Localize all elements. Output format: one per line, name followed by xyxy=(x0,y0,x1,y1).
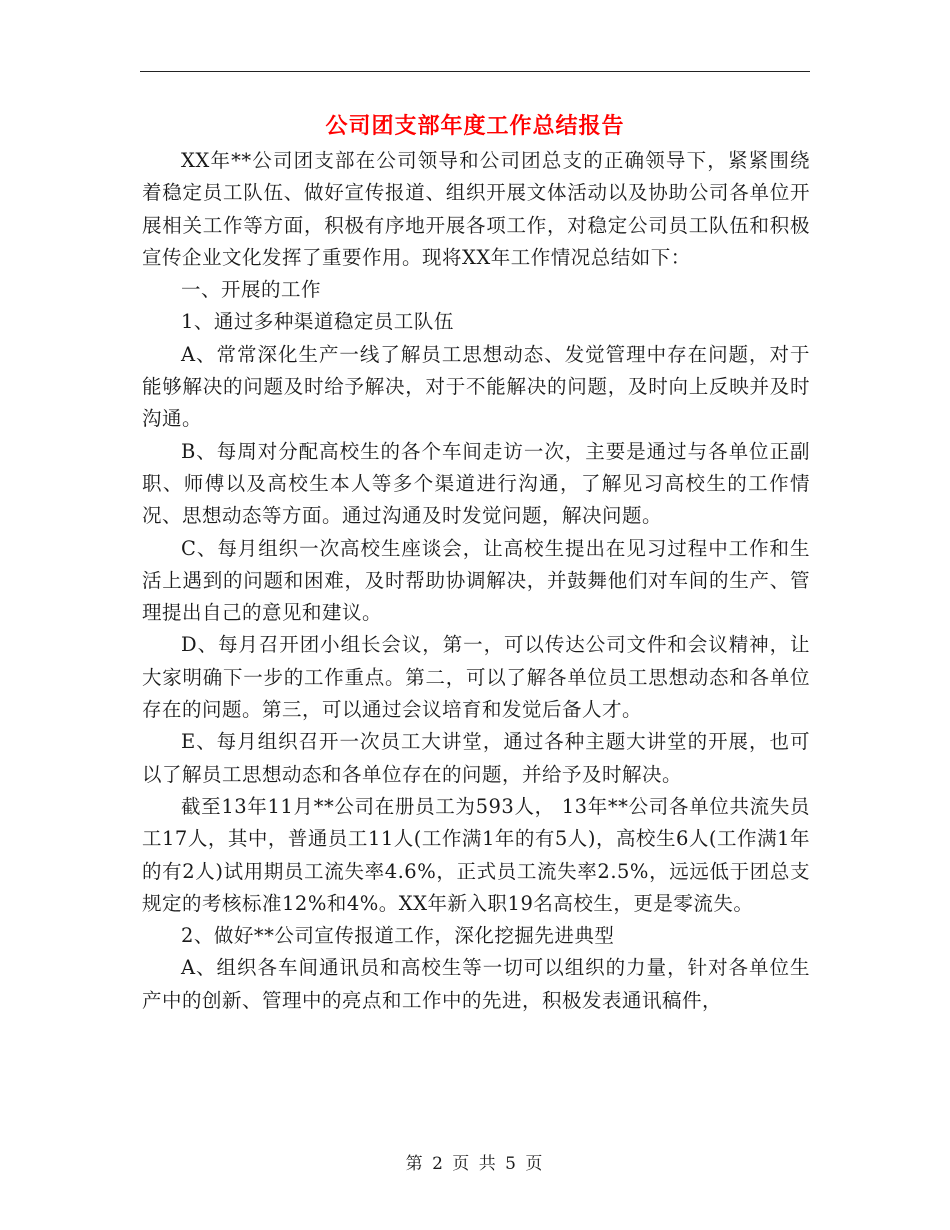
section-heading-1: 一、开展的工作 xyxy=(181,278,322,302)
paragraph-item-d: D、每月召开团小组长会议，第一，可以传达公司文件和会议精神，让大家明确下一步的工作重点。第二，可以了解各单位员工思想动态和各单位存在的问题。第三，可以通过会议培育和发觉后备人才。 xyxy=(142,633,810,722)
subsection-heading-2: 2、做好**公司宣传报道工作，深化挖掘先进典型 xyxy=(181,924,615,948)
paragraph-item-a: A、常常深化生产一线了解员工思想动态、发觉管理中存在问题，对于能够解决的问题及时给予解决，对于不能解决的问题，及时向上反映并及时沟通。 xyxy=(142,342,810,431)
paragraph-item-e: E、每月组织召开一次员工大讲堂，通过各种主题大讲堂的开展，也可以了解员工思想动态和各单位存在的问题，并给予及时解决。 xyxy=(142,730,810,786)
document-title: 公司团支部年度工作总结报告 xyxy=(325,113,625,139)
page-footer: 第 2 页 共 5 页 xyxy=(405,1154,545,1174)
paragraph-item-c: C、每月组织一次高校生座谈会，让高校生提出在见习过程中工作和生活上遇到的问题和困难，及时帮助协调解决，并鼓舞他们对车间的生产、管理提出自己的意见和建议。 xyxy=(142,536,810,625)
document-body xyxy=(142,145,810,1017)
paragraph-statistics: 截至13年11月**公司在册员工为593人， 13年**公司各单位共流失员工17人，其中，普通员工11人(工作满1年的有5人)，高校生6人(工作满1年的有2人)试用期员工流失率4.6%，正式员工流失率2.5%，远远低于团总支规定的考核标准12%和4%。XX年新入职19名高校生，更是零流失。 xyxy=(142,794,810,915)
paragraph-item-b: B、每周对分配高校生的各个车间走访一次，主要是通过与各单位正副职、师傅以及高校生本人等多个渠道进行沟通，了解见习高校生的工作情况、思想动态等方面。通过沟通及时发觉问题，解决问题。 xyxy=(142,439,810,528)
header-rule xyxy=(140,71,810,72)
subsection-heading-1: 1、通过多种渠道稳定员工队伍 xyxy=(181,310,454,334)
paragraph-item-2a: A、组织各车间通讯员和高校生等一切可以组织的力量，针对各单位生产中的创新、管理中的亮点和工作中的先进，积极发表通讯稿件， xyxy=(142,956,810,1012)
paragraph-intro: XX年**公司团支部在公司领导和公司团总支的正确领导下，紧紧围绕着稳定员工队伍、做好宣传报道、组织开展文体活动以及协助公司各单位开展相关工作等方面，积极有序地开展各项工作，对稳定公司员工队伍和积极宣传企业文化发挥了重要作用。现将XX年工作情况总结如下： xyxy=(142,149,810,269)
